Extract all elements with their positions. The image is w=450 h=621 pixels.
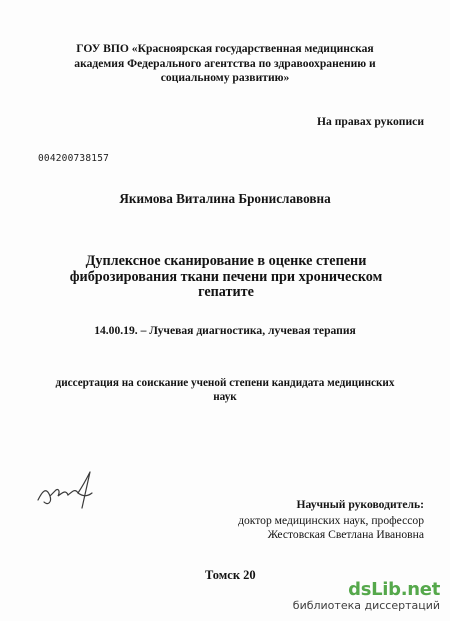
supervisor-name: Жестовская Светлана Ивановна <box>267 528 424 541</box>
degree-statement: диссертация на соискание ученой степени кандидата медицинских наук <box>55 377 395 403</box>
handwritten-signature <box>34 462 104 512</box>
rights-note: На правах рукописи <box>317 115 424 128</box>
author-name: Якимова Виталина Брониславовна <box>119 191 331 206</box>
specialty-code: 14.00.19. – Лучевая диагностика, лучевая терапия <box>94 324 356 337</box>
institution-header: ГОУ ВПО «Красноярская государственная медицинская академия Федерального агентства по здравоохранению и социальному развитию» <box>74 42 376 84</box>
watermark[interactable] <box>282 579 440 613</box>
city-year: Томск 20 <box>205 568 256 582</box>
watermark-subtitle: библиотека диссертаций <box>292 599 440 612</box>
supervisor-label: Научный руководитель: <box>296 498 424 511</box>
watermark-logo[interactable]: dsLib.net <box>348 579 440 600</box>
supervisor-degree: доктор медицинских наук, профессор <box>238 514 424 527</box>
inventory-number: 004200738157 <box>38 153 110 164</box>
dissertation-title: Дуплексное сканирование в оценке степени фиброзирования ткани печени при хроническом гепатите <box>69 253 383 300</box>
